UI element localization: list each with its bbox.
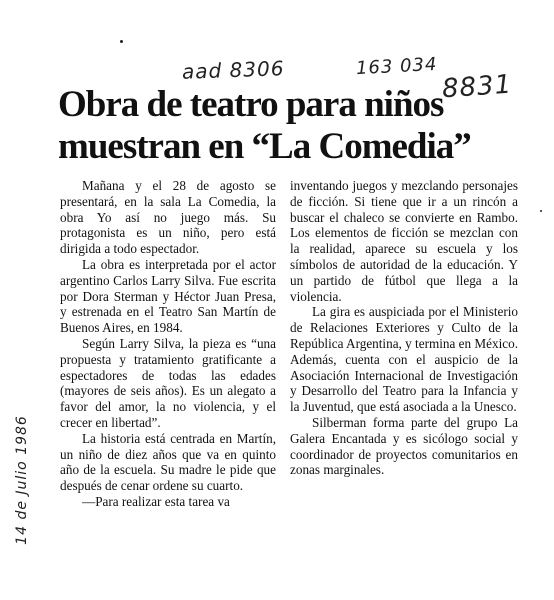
paragraph: Mañana y el 28 de agosto se presentará, en la sala La Comedia, la obra Yo así no juego más. Su protagonista es un niño, pero está dirigida a todo espectador. [60, 178, 276, 257]
handwritten-code-3: 8831 [441, 69, 514, 105]
scan-speck [540, 210, 542, 212]
margin-date-text: 14 de Julio 1986 [14, 415, 30, 545]
margin-date-note [2, 360, 42, 600]
headline-line-2: muestran en “La Comedia” [58, 126, 471, 167]
paragraph: —Para realizar esta tarea va [82, 493, 230, 509]
scan-speck [120, 40, 123, 43]
paragraph: Según Larry Silva, la pieza es “una propuesta y tratamiento gratificante a espectadores de todas las edades (mayores de seis años). Es un alegato a favor del amor, la no violencia, y el crecer en libertad”. [60, 335, 276, 430]
paragraph: La obra es interpretada por el actor argentino Carlos Larry Silva. Fue escrita por Dora Sterman y Héctor Juan Presa, y estrenada en el Teatro San Martín de Buenos Aires, en 1984. [60, 256, 276, 336]
paragraph: Silberman forma parte del grupo La Galera Encantada y es sicólogo social y coordinador de proyectos comunitarios en zonas marginales. [290, 414, 518, 478]
article-headline [58, 84, 478, 168]
headline-line-1: Obra de teatro para niños [58, 84, 444, 125]
paragraph: La historia está centrada en Martín, un niño de diez años que va en quinto año de la escuela. Su madre le pide que después de cenar ordene su cuarto. [60, 430, 276, 494]
handwritten-code-1: aad 8306 [181, 56, 285, 84]
article-column-right [290, 178, 518, 478]
paragraph: inventando juegos y mezclando personajes de ficción. Si tiene que ir a un rincón a buscar el chaleco se convierte en Rambo. Los elementos de ficción se mezclan con la realidad, aparece su escuela y los símbolos de autoridad de la educación. Y un partido de fútbol que llega a la violencia. [290, 178, 518, 304]
paragraph: La gira es auspiciada por el Ministerio de Relaciones Exteriores y Culto de la República Argentina, y termina en México. Además, cuenta con el auspicio de la Asociación Internacional de Investigación y Desarrollo del Teatro para la Infancia y la Juventud, que está asociada a la Unesco. [290, 304, 518, 415]
article-column-left [60, 178, 276, 510]
handwritten-code-2: 163 034 [355, 53, 438, 80]
